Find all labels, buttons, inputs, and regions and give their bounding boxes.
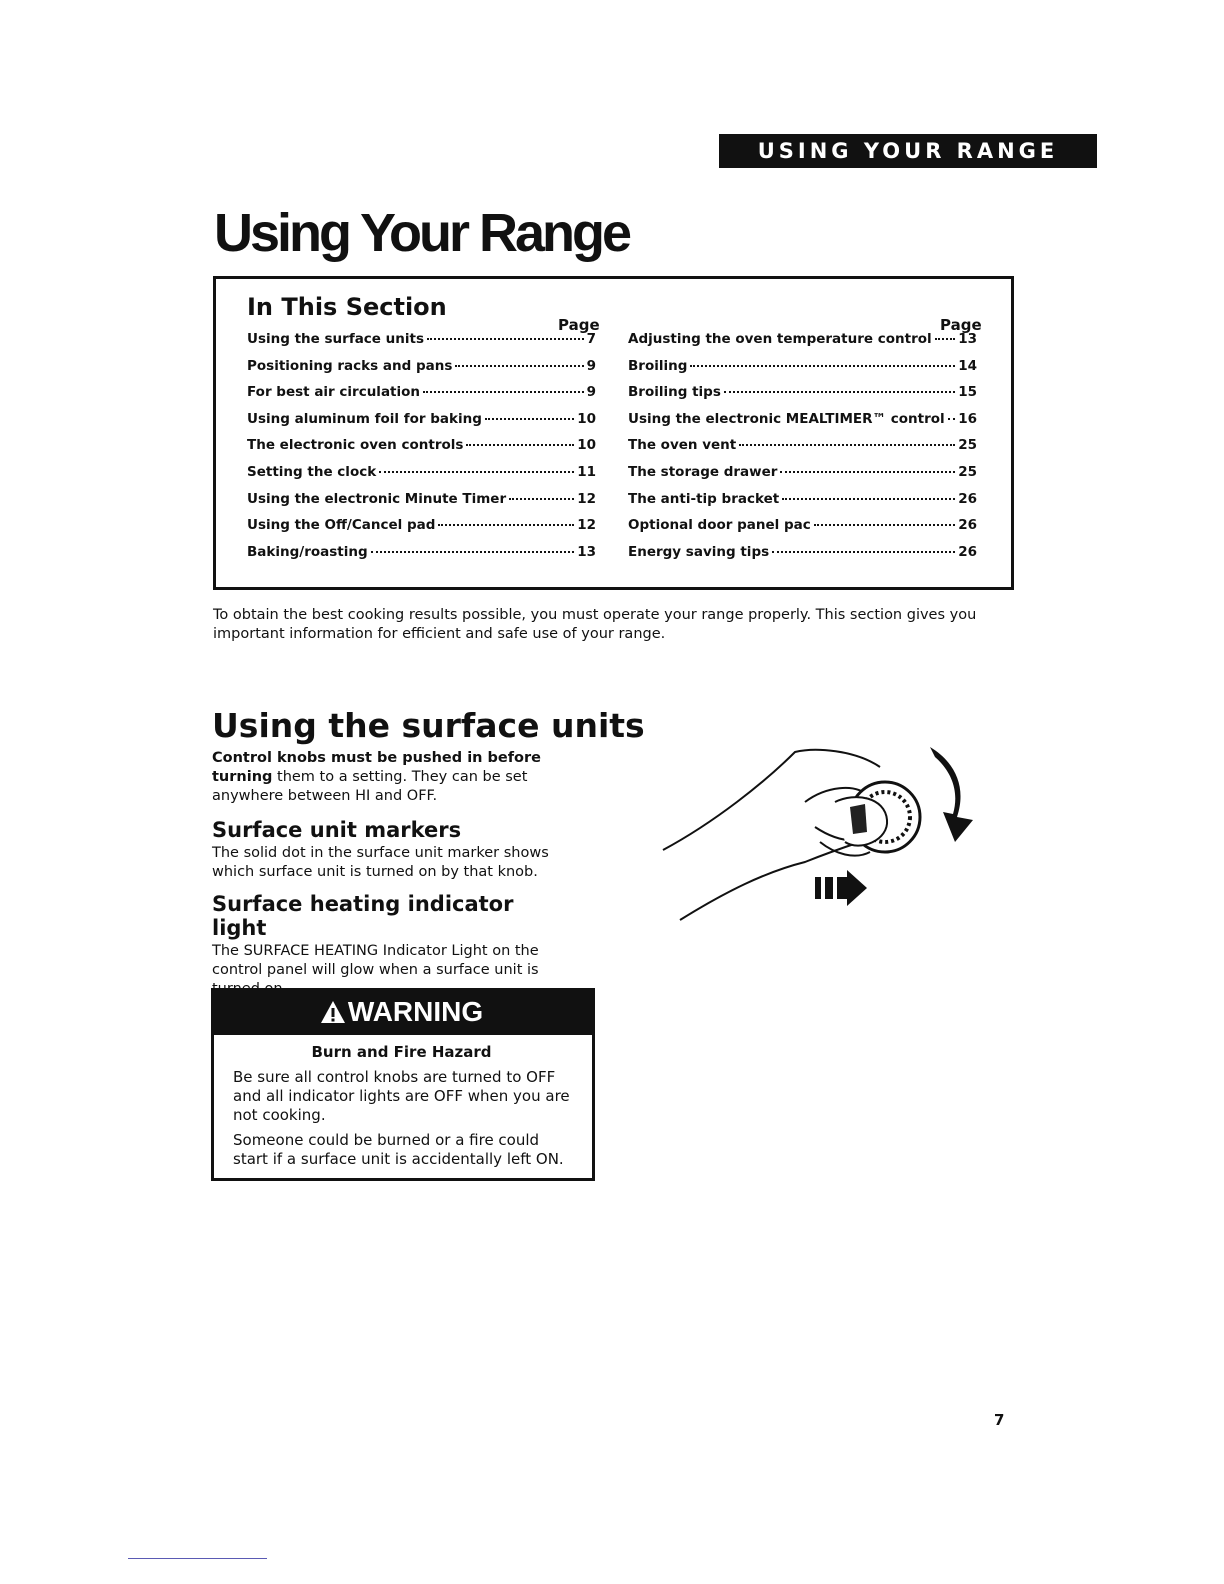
- toc-entry-page: 26: [958, 543, 977, 560]
- toc-entry-page: 11: [577, 463, 596, 480]
- toc-leader-dots: [780, 471, 955, 473]
- toc-entry-label: Energy saving tips: [628, 543, 770, 560]
- page-title: Using Your Range: [214, 203, 630, 263]
- toc-entry-label: Broiling: [628, 357, 688, 374]
- toc-leader-dots: [438, 524, 574, 526]
- toc-entry-page: 14: [958, 357, 977, 374]
- toc-entry-page: 15: [958, 384, 977, 401]
- toc-entry: [247, 358, 596, 385]
- warning-para-1: Be sure all control knobs are turned to OFF and all indicator lights are OFF when you are not cooking.: [233, 1068, 570, 1124]
- toc-entry-label: The anti-tip bracket: [628, 490, 780, 507]
- toc-entry-label: Using aluminum foil for baking: [247, 410, 482, 427]
- warning-label: WARNING: [347, 995, 484, 1027]
- section-tab: USING YOUR RANGE: [719, 134, 1097, 168]
- indicator-heading: Surface heating indicator light: [212, 892, 514, 940]
- toc-leader-dots: [948, 418, 956, 420]
- toc-entry: [628, 544, 977, 571]
- toc-entry-label: Using the Off/Cancel pad: [247, 517, 436, 534]
- toc-entry-label: The electronic oven controls: [247, 437, 464, 454]
- toc-entry-label: Using the surface units: [247, 331, 425, 347]
- toc-entry-page: 26: [958, 490, 977, 507]
- toc-entry-page: 13: [577, 543, 596, 560]
- footnote-rule: [128, 1558, 267, 1559]
- toc-entry-page: 25: [958, 463, 977, 480]
- toc-entry-page: 13: [958, 331, 977, 347]
- toc-entry-label: Setting the clock: [247, 463, 377, 480]
- warning-title: Burn and Fire Hazard: [311, 1043, 492, 1061]
- toc-entry: [247, 464, 596, 491]
- toc-entry: [628, 411, 977, 438]
- toc-entry-label: The oven vent: [628, 437, 737, 454]
- toc-leader-dots: [485, 418, 574, 420]
- toc-entry: [247, 544, 596, 571]
- toc-entry-page: 10: [577, 410, 596, 427]
- toc-entry-label: Using the electronic Minute Timer: [247, 490, 507, 507]
- toc-leader-dots: [379, 471, 574, 473]
- toc-entry: [628, 464, 977, 491]
- toc-entry: [628, 437, 977, 464]
- section-heading: Using the surface units: [212, 706, 645, 745]
- toc-leader-dots: [782, 498, 955, 500]
- toc-entry: [628, 491, 977, 518]
- toc-entry-page: 16: [958, 410, 977, 427]
- toc-right-column: [628, 331, 977, 570]
- toc-entry: [247, 491, 596, 518]
- toc-entry-label: Adjusting the oven temperature control: [628, 331, 932, 347]
- toc-entry-label: For best air circulation: [247, 384, 421, 401]
- lead-bold: Control knobs must be pushed in before turning: [212, 750, 542, 785]
- knob-illustration: [655, 742, 985, 927]
- toc-leader-dots: [739, 444, 955, 446]
- toc-leader-dots: [423, 391, 584, 393]
- toc-entry: [247, 331, 596, 358]
- toc-entry-page: 12: [577, 490, 596, 507]
- toc-entry: [628, 517, 977, 544]
- toc-entry-label: Optional door panel pac: [628, 517, 811, 534]
- toc-leader-dots: [814, 524, 955, 526]
- warning-banner: [211, 988, 592, 1035]
- toc-leader-dots: [371, 551, 575, 553]
- toc-leader-dots: [455, 365, 583, 367]
- toc-entry-page: 9: [586, 357, 596, 374]
- toc-leader-dots: [466, 444, 574, 446]
- toc-left-column: [247, 331, 596, 570]
- intro-text: To obtain the best cooking results possible, you must operate your range properly. This section gives you important information for efficient and safe use of your range.: [213, 607, 977, 642]
- toc-entry-label: Broiling tips: [628, 384, 721, 401]
- toc-leader-dots: [724, 391, 955, 393]
- toc-leader-dots: [935, 338, 956, 340]
- toc-entry: [247, 437, 596, 464]
- toc-entry-page: 7: [586, 331, 596, 347]
- toc-entry-page: 12: [577, 517, 596, 534]
- toc-entry: [247, 384, 596, 411]
- toc-leader-dots: [427, 338, 584, 340]
- toc-entry: [247, 517, 596, 544]
- toc-entry-label: Using the electronic MEALTIMER™ control: [628, 410, 945, 427]
- page-number: 7: [994, 1411, 1005, 1429]
- indicator-text: The SURFACE HEATING Indicator Light on the control panel will glow when a surface unit is: [212, 943, 539, 978]
- toc-entry: [628, 358, 977, 385]
- toc-leader-dots: [772, 551, 955, 553]
- surface-units-body: [212, 749, 572, 999]
- toc-leader-dots: [509, 498, 574, 500]
- toc-entry-page: 10: [577, 437, 596, 454]
- lead-rest: them to a setting. They can be set anywhere between HI and OFF.: [212, 769, 528, 804]
- warning-para-2: Someone could be burned or a fire could start if a surface unit is accidentally left ON.: [233, 1131, 564, 1168]
- toc-entry-label: The storage drawer: [628, 463, 778, 480]
- toc-leader-dots: [690, 365, 955, 367]
- toc-entry-label: Baking/roasting: [247, 543, 368, 560]
- warning-triangle-icon: [320, 1000, 346, 1024]
- toc-entry: [628, 331, 977, 358]
- toc-entry-label: Positioning racks and pans: [247, 357, 453, 374]
- toc-entry: [628, 384, 977, 411]
- toc-page-label-left: Page: [558, 316, 600, 334]
- markers-text: The solid dot in the surface unit marker shows which surface unit is turned on by that knob.: [212, 845, 549, 880]
- lead-paragraph: [212, 749, 572, 806]
- markers-heading: Surface unit markers: [212, 818, 462, 842]
- toc-entry-page: 25: [958, 437, 977, 454]
- toc-heading: In This Section: [247, 293, 447, 321]
- toc-page-label-right: Page: [940, 316, 982, 334]
- toc-entry-page: 9: [586, 384, 596, 401]
- toc-entry: [247, 411, 596, 438]
- toc-entry-page: 26: [958, 517, 977, 534]
